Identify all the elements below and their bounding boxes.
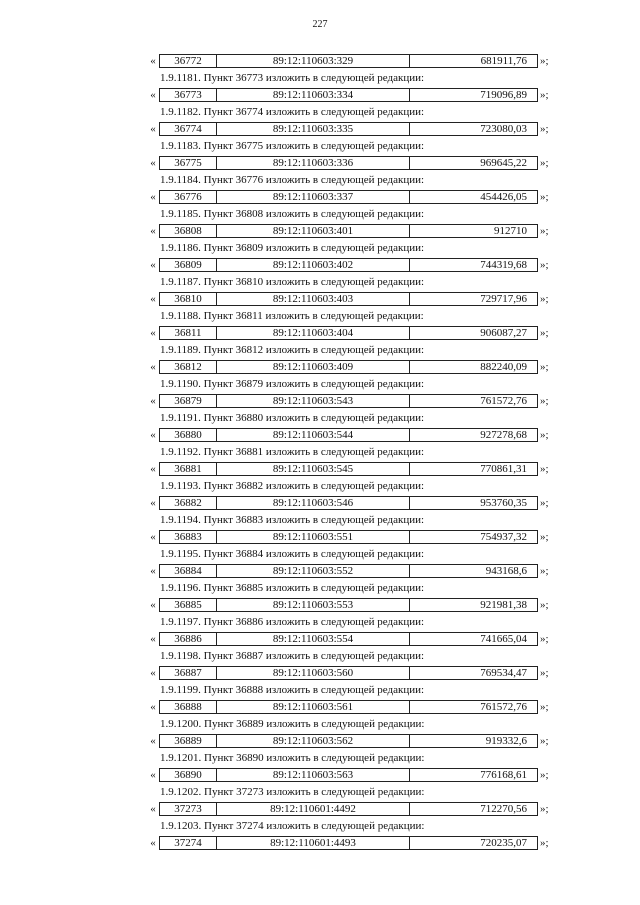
cadastral-number-cell: 89:12:110603:543 xyxy=(216,394,410,408)
value-cell: 919332,6 xyxy=(409,734,538,748)
value-cell: 720235,07 xyxy=(409,836,538,850)
item-number-cell: 36809 xyxy=(159,258,217,272)
amendment-instruction xyxy=(0,307,640,325)
cadastral-number-cell: 89:12:110603:546 xyxy=(216,496,410,510)
value-cell: 761572,76 xyxy=(409,394,538,408)
amendment-instruction xyxy=(0,749,640,767)
table-row xyxy=(0,121,640,137)
instruction-text: 1.9.1185. Пункт 36808 изложить в следующей редакции: xyxy=(160,208,425,220)
instruction-text: 1.9.1190. Пункт 36879 изложить в следующей редакции: xyxy=(160,378,425,390)
amendment-instruction xyxy=(0,103,640,121)
open-quote: « xyxy=(150,191,156,203)
instruction-text: 1.9.1199. Пункт 36888 изложить в следующей редакции: xyxy=(160,684,425,696)
instruction-text: 1.9.1191. Пункт 36880 изложить в следующей редакции: xyxy=(160,412,425,424)
amendment-list xyxy=(0,69,640,851)
value-cell: 454426,05 xyxy=(409,190,538,204)
open-quote: « xyxy=(150,633,156,645)
open-quote: « xyxy=(150,225,156,237)
cadastral-number-cell: 89:12:110603:553 xyxy=(216,598,410,612)
cadastral-number-cell: 89:12:110603:337 xyxy=(216,190,410,204)
amendment-instruction xyxy=(0,511,640,529)
instruction-text: 1.9.1201. Пункт 36890 изложить в следующей редакции: xyxy=(160,752,425,764)
open-quote: « xyxy=(150,837,156,849)
value-cell: 741665,04 xyxy=(409,632,538,646)
amendment-instruction xyxy=(0,647,640,665)
open-quote: « xyxy=(150,531,156,543)
close-quote: »; xyxy=(540,225,549,237)
cadastral-number-cell: 89:12:110603:334 xyxy=(216,88,410,102)
close-quote: »; xyxy=(540,497,549,509)
close-quote: »; xyxy=(540,837,549,849)
close-quote: »; xyxy=(540,633,549,645)
cadastral-number-cell: 89:12:110603:403 xyxy=(216,292,410,306)
amendment-instruction xyxy=(0,375,640,393)
close-quote: »; xyxy=(540,701,549,713)
item-number-cell: 37273 xyxy=(159,802,217,816)
table-row xyxy=(0,427,640,443)
table-row xyxy=(0,393,640,409)
amendment-instruction xyxy=(0,817,640,835)
value-cell: 969645,22 xyxy=(409,156,538,170)
close-quote: »; xyxy=(540,395,549,407)
value-cell: 927278,68 xyxy=(409,428,538,442)
open-quote: « xyxy=(150,327,156,339)
open-quote: « xyxy=(150,259,156,271)
open-quote: « xyxy=(150,599,156,611)
table-row xyxy=(0,631,640,647)
instruction-text: 1.9.1187. Пункт 36810 изложить в следующей редакции: xyxy=(160,276,425,288)
item-number-cell: 36808 xyxy=(159,224,217,238)
cadastral-number-cell: 89:12:110603:560 xyxy=(216,666,410,680)
cadastral-number-cell: 89:12:110603:544 xyxy=(216,428,410,442)
value-cell: 912710 xyxy=(409,224,538,238)
value-cell: 744319,68 xyxy=(409,258,538,272)
cadastral-number-cell: 89:12:110603:562 xyxy=(216,734,410,748)
close-quote: »; xyxy=(540,803,549,815)
close-quote: »; xyxy=(540,327,549,339)
instruction-text: 1.9.1182. Пункт 36774 изложить в следующей редакции: xyxy=(160,106,425,118)
value-cell: 729717,96 xyxy=(409,292,538,306)
cadastral-number-cell: 89:12:110603:545 xyxy=(216,462,410,476)
open-quote: « xyxy=(150,769,156,781)
table-row xyxy=(0,529,640,545)
item-number-cell: 37274 xyxy=(159,836,217,850)
close-quote: »; xyxy=(540,123,549,135)
amendment-instruction xyxy=(0,205,640,223)
amendment-instruction xyxy=(0,477,640,495)
table-row xyxy=(0,767,640,783)
item-number-cell: 36773 xyxy=(159,88,217,102)
value-cell: 882240,09 xyxy=(409,360,538,374)
item-number-cell: 36812 xyxy=(159,360,217,374)
instruction-text: 1.9.1202. Пункт 37273 изложить в следующей редакции: xyxy=(160,786,425,798)
close-quote: »; xyxy=(540,735,549,747)
item-number-cell: 36887 xyxy=(159,666,217,680)
value-cell: 712270,56 xyxy=(409,802,538,816)
open-quote: « xyxy=(150,55,156,67)
close-quote: »; xyxy=(540,599,549,611)
item-number-cell: 36884 xyxy=(159,564,217,578)
table-row xyxy=(0,87,640,103)
open-quote: « xyxy=(150,565,156,577)
table-row xyxy=(0,223,640,239)
amendment-instruction xyxy=(0,409,640,427)
amendment-instruction xyxy=(0,613,640,631)
instruction-text: 1.9.1189. Пункт 36812 изложить в следующей редакции: xyxy=(160,344,425,356)
table-row xyxy=(0,597,640,613)
item-number-cell: 36774 xyxy=(159,122,217,136)
item-number-cell: 36772 xyxy=(159,54,217,68)
item-number-cell: 36889 xyxy=(159,734,217,748)
item-number-cell: 36775 xyxy=(159,156,217,170)
amendment-instruction xyxy=(0,545,640,563)
open-quote: « xyxy=(150,803,156,815)
open-quote: « xyxy=(150,497,156,509)
close-quote: »; xyxy=(540,565,549,577)
instruction-text: 1.9.1188. Пункт 36811 изложить в следующей редакции: xyxy=(160,310,424,322)
close-quote: »; xyxy=(540,429,549,441)
amendment-instruction xyxy=(0,443,640,461)
table-row xyxy=(0,257,640,273)
cadastral-number-cell: 89:12:110603:551 xyxy=(216,530,410,544)
item-number-cell: 36890 xyxy=(159,768,217,782)
close-quote: »; xyxy=(540,259,549,271)
item-number-cell: 36881 xyxy=(159,462,217,476)
value-cell: 719096,89 xyxy=(409,88,538,102)
item-number-cell: 36811 xyxy=(159,326,217,340)
cadastral-number-cell: 89:12:110603:329 xyxy=(216,54,410,68)
close-quote: »; xyxy=(540,531,549,543)
table-row xyxy=(0,155,640,171)
close-quote: »; xyxy=(540,463,549,475)
cadastral-number-cell: 89:12:110603:563 xyxy=(216,768,410,782)
amendment-instruction xyxy=(0,341,640,359)
close-quote: »; xyxy=(540,157,549,169)
instruction-text: 1.9.1200. Пункт 36889 изложить в следующей редакции: xyxy=(160,718,425,730)
open-quote: « xyxy=(150,429,156,441)
instruction-text: 1.9.1197. Пункт 36886 изложить в следующей редакции: xyxy=(160,616,425,628)
cadastral-number-cell: 89:12:110603:561 xyxy=(216,700,410,714)
open-quote: « xyxy=(150,463,156,475)
open-quote: « xyxy=(150,89,156,101)
amendment-instruction xyxy=(0,783,640,801)
value-cell: 921981,38 xyxy=(409,598,538,612)
item-number-cell: 36880 xyxy=(159,428,217,442)
value-cell: 769534,47 xyxy=(409,666,538,680)
value-cell: 776168,61 xyxy=(409,768,538,782)
item-number-cell: 36883 xyxy=(159,530,217,544)
item-number-cell: 36886 xyxy=(159,632,217,646)
table-row xyxy=(0,733,640,749)
table-row xyxy=(0,801,640,817)
table-row xyxy=(0,359,640,375)
value-cell: 906087,27 xyxy=(409,326,538,340)
close-quote: »; xyxy=(540,769,549,781)
instruction-text: 1.9.1193. Пункт 36882 изложить в следующей редакции: xyxy=(160,480,425,492)
document-body xyxy=(0,53,640,851)
cadastral-number-cell: 89:12:110603:402 xyxy=(216,258,410,272)
item-number-cell: 36776 xyxy=(159,190,217,204)
table-row xyxy=(0,325,640,341)
value-cell: 681911,76 xyxy=(409,54,538,68)
table-row xyxy=(0,53,640,69)
instruction-text: 1.9.1195. Пункт 36884 изложить в следующей редакции: xyxy=(160,548,425,560)
amendment-instruction xyxy=(0,69,640,87)
instruction-text: 1.9.1181. Пункт 36773 изложить в следующей редакции: xyxy=(160,72,425,84)
instruction-text: 1.9.1184. Пункт 36776 изложить в следующей редакции: xyxy=(160,174,425,186)
value-cell: 770861,31 xyxy=(409,462,538,476)
cadastral-number-cell: 89:12:110603:404 xyxy=(216,326,410,340)
open-quote: « xyxy=(150,123,156,135)
instruction-text: 1.9.1203. Пункт 37274 изложить в следующей редакции: xyxy=(160,820,425,832)
table-row xyxy=(0,291,640,307)
cadastral-number-cell: 89:12:110603:552 xyxy=(216,564,410,578)
item-number-cell: 36810 xyxy=(159,292,217,306)
table-row xyxy=(0,495,640,511)
amendment-instruction xyxy=(0,137,640,155)
open-quote: « xyxy=(150,667,156,679)
close-quote: »; xyxy=(540,191,549,203)
amendment-instruction xyxy=(0,715,640,733)
cadastral-number-cell: 89:12:110603:409 xyxy=(216,360,410,374)
table-row xyxy=(0,665,640,681)
amendment-instruction xyxy=(0,579,640,597)
instruction-text: 1.9.1198. Пункт 36887 изложить в следующей редакции: xyxy=(160,650,425,662)
close-quote: »; xyxy=(540,293,549,305)
value-cell: 943168,6 xyxy=(409,564,538,578)
page-number: 227 xyxy=(312,19,328,30)
cadastral-number-cell: 89:12:110601:4492 xyxy=(216,802,410,816)
instruction-text: 1.9.1192. Пункт 36881 изложить в следующей редакции: xyxy=(160,446,425,458)
open-quote: « xyxy=(150,701,156,713)
cadastral-number-cell: 89:12:110601:4493 xyxy=(216,836,410,850)
instruction-text: 1.9.1186. Пункт 36809 изложить в следующей редакции: xyxy=(160,242,425,254)
open-quote: « xyxy=(150,293,156,305)
open-quote: « xyxy=(150,395,156,407)
value-cell: 953760,35 xyxy=(409,496,538,510)
value-cell: 754937,32 xyxy=(409,530,538,544)
close-quote: »; xyxy=(540,55,549,67)
instruction-text: 1.9.1194. Пункт 36883 изложить в следующей редакции: xyxy=(160,514,425,526)
item-number-cell: 36882 xyxy=(159,496,217,510)
item-number-cell: 36879 xyxy=(159,394,217,408)
item-number-cell: 36888 xyxy=(159,700,217,714)
instruction-text: 1.9.1183. Пункт 36775 изложить в следующей редакции: xyxy=(160,140,425,152)
open-quote: « xyxy=(150,157,156,169)
amendment-instruction xyxy=(0,239,640,257)
item-number-cell: 36885 xyxy=(159,598,217,612)
table-row xyxy=(0,189,640,205)
cadastral-number-cell: 89:12:110603:336 xyxy=(216,156,410,170)
table-row xyxy=(0,461,640,477)
open-quote: « xyxy=(150,735,156,747)
table-row xyxy=(0,563,640,579)
close-quote: »; xyxy=(540,361,549,373)
cadastral-number-cell: 89:12:110603:401 xyxy=(216,224,410,238)
amendment-instruction xyxy=(0,273,640,291)
table-row xyxy=(0,835,640,851)
cadastral-number-cell: 89:12:110603:335 xyxy=(216,122,410,136)
cadastral-number-cell: 89:12:110603:554 xyxy=(216,632,410,646)
table-row xyxy=(0,699,640,715)
close-quote: »; xyxy=(540,667,549,679)
value-cell: 723080,03 xyxy=(409,122,538,136)
value-cell: 761572,76 xyxy=(409,700,538,714)
amendment-instruction xyxy=(0,171,640,189)
open-quote: « xyxy=(150,361,156,373)
instruction-text: 1.9.1196. Пункт 36885 изложить в следующей редакции: xyxy=(160,582,425,594)
amendment-instruction xyxy=(0,681,640,699)
close-quote: »; xyxy=(540,89,549,101)
